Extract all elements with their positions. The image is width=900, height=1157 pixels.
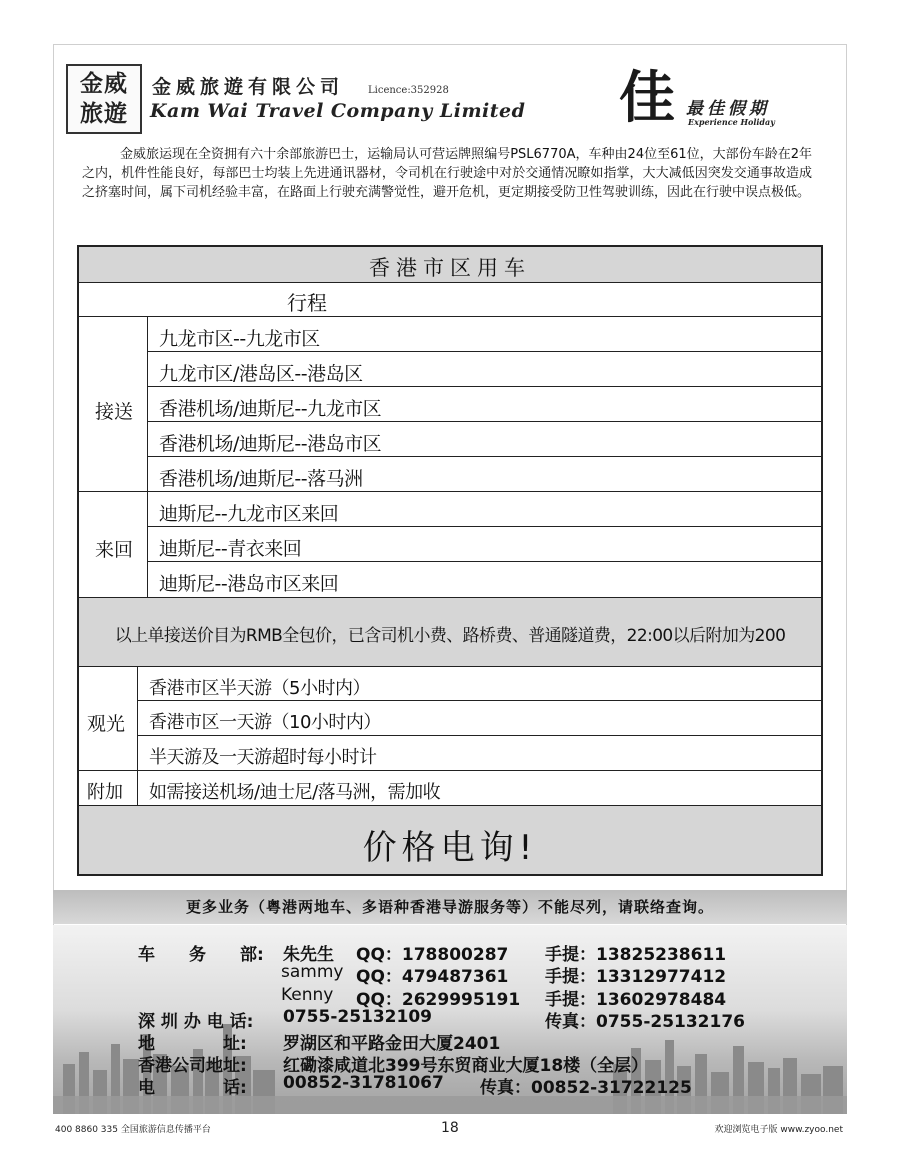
table-title: 香港市区用车 bbox=[369, 256, 531, 280]
row-divider bbox=[137, 700, 821, 701]
category-extra: 附加 bbox=[87, 782, 123, 803]
footer-left: 400 8860 335 全国旅游信息传播平台 bbox=[55, 1125, 211, 1135]
route-item: 迪斯尼--九龙市区来回 bbox=[159, 503, 339, 525]
contact-mobile: 手提：13602978484 bbox=[545, 990, 727, 1010]
row-divider bbox=[147, 421, 821, 422]
category-sightseeing: 观光 bbox=[87, 713, 126, 735]
row-divider bbox=[147, 351, 821, 352]
sz-phone: 0755-25132109 bbox=[283, 1007, 432, 1027]
contact-name: sammy bbox=[281, 962, 344, 982]
brand-character: 佳 bbox=[619, 65, 675, 131]
licence-number: Licence:352928 bbox=[368, 85, 449, 96]
row-divider bbox=[137, 735, 821, 736]
route-item: 九龙市区--九龙市区 bbox=[159, 328, 320, 350]
company-name-cn: 金威旅遊有限公司 bbox=[152, 76, 345, 98]
phone: 00852-31781067 bbox=[283, 1073, 444, 1093]
sz-fax: 传真：0755-25132176 bbox=[545, 1012, 745, 1032]
tour-item: 香港市区一天游（10小时内） bbox=[149, 712, 381, 733]
route-item: 迪斯尼--青衣来回 bbox=[159, 538, 302, 560]
slogan-cn: 最佳假期 bbox=[686, 99, 770, 119]
dept-label: 车 务 部: bbox=[138, 945, 264, 965]
row-divider bbox=[147, 386, 821, 387]
category-pickup: 接送 bbox=[95, 401, 134, 423]
section-divider bbox=[79, 491, 821, 492]
hk-address: 红磡漆咸道北399号东贸商业大厦18楼（全层） bbox=[283, 1056, 649, 1076]
car-service-table bbox=[77, 245, 823, 876]
row-divider bbox=[147, 456, 821, 457]
section-divider bbox=[79, 770, 821, 771]
route-item: 迪斯尼--港岛市区来回 bbox=[159, 573, 339, 595]
category-roundtrip: 来回 bbox=[95, 539, 134, 561]
logo-line1: 金威 bbox=[80, 70, 128, 97]
price-inquiry: 价格电询! bbox=[362, 828, 538, 868]
route-item: 香港机场/迪斯尼--九龙市区 bbox=[159, 398, 382, 420]
route-item: 九龙市区/港岛区--港岛区 bbox=[159, 363, 363, 385]
hk-address-label: 香港公司地址: bbox=[138, 1056, 247, 1076]
route-item: 香港机场/迪斯尼--落马洲 bbox=[159, 468, 363, 490]
category-divider bbox=[147, 317, 148, 597]
intro-paragraph: 金威旅运现在全资拥有六十余部旅游巴士，运输局认可营运牌照编号PSL6770A，车种由24位至61位，大部份车龄在2年之内，机件性能良好，每部巴士均装上先进通讯器材，令司机在行驶途中对於交通情况瞭如指掌，大大减低因突发交通事故造成之挤塞时间，属下司机经验丰富，在路面上行驶充满警觉性，避开危机，更定期接受防卫性驾驶训练，因此在行驶中误点极低。 bbox=[82, 147, 812, 200]
phone-label: 电 话: bbox=[138, 1078, 247, 1098]
row-divider bbox=[147, 526, 821, 527]
contact-name: 朱先生 bbox=[283, 945, 334, 965]
table-title-row bbox=[79, 247, 821, 283]
route-header: 行程 bbox=[287, 291, 327, 315]
footer-right: 欢迎浏览电子版 www.zyoo.net bbox=[714, 1125, 843, 1135]
route-header-row bbox=[79, 283, 821, 317]
price-inquiry-row bbox=[79, 805, 821, 874]
fax: 传真：00852-31722125 bbox=[480, 1078, 692, 1098]
tour-item: 香港市区半天游（5小时内） bbox=[149, 678, 370, 699]
address: 罗湖区和平路金田大厦2401 bbox=[283, 1034, 501, 1054]
price-note-row bbox=[79, 597, 821, 667]
logo-line2: 旅遊 bbox=[80, 100, 128, 127]
slogan-en: Experience Holiday bbox=[688, 117, 775, 127]
company-name-en: Kam Wai Travel Company Limited bbox=[150, 100, 526, 122]
page-number: 18 bbox=[441, 1120, 459, 1136]
category-divider bbox=[137, 667, 138, 805]
contact-mobile: 手提：13312977412 bbox=[545, 967, 727, 987]
price-note: 以上单接送价目为RMB全包价，已含司机小费、路桥费、普通隧道费，22:00以后附加为200 bbox=[114, 626, 786, 646]
extra-item: 如需接送机场/迪士尼/落马洲，需加收 bbox=[149, 782, 441, 803]
tour-item: 半天游及一天游超时每小时计 bbox=[149, 747, 377, 768]
contact-qq: QQ：479487361 bbox=[356, 967, 509, 987]
contact-qq: QQ：2629995191 bbox=[356, 990, 521, 1010]
sz-phone-label: 深 圳 办 电 话: bbox=[138, 1012, 254, 1032]
contact-qq: QQ：178800287 bbox=[356, 945, 509, 965]
company-logo bbox=[66, 64, 142, 134]
address-label: 地 址: bbox=[138, 1034, 247, 1054]
route-item: 香港机场/迪斯尼--港岛市区 bbox=[159, 433, 382, 455]
contact-mobile: 手提：13825238611 bbox=[545, 945, 727, 965]
contact-name: Kenny bbox=[281, 985, 334, 1005]
more-services-banner: 更多业务（粤港两地车、多语种香港导游服务等）不能尽列，请联络查询。 bbox=[53, 890, 847, 924]
row-divider bbox=[147, 561, 821, 562]
